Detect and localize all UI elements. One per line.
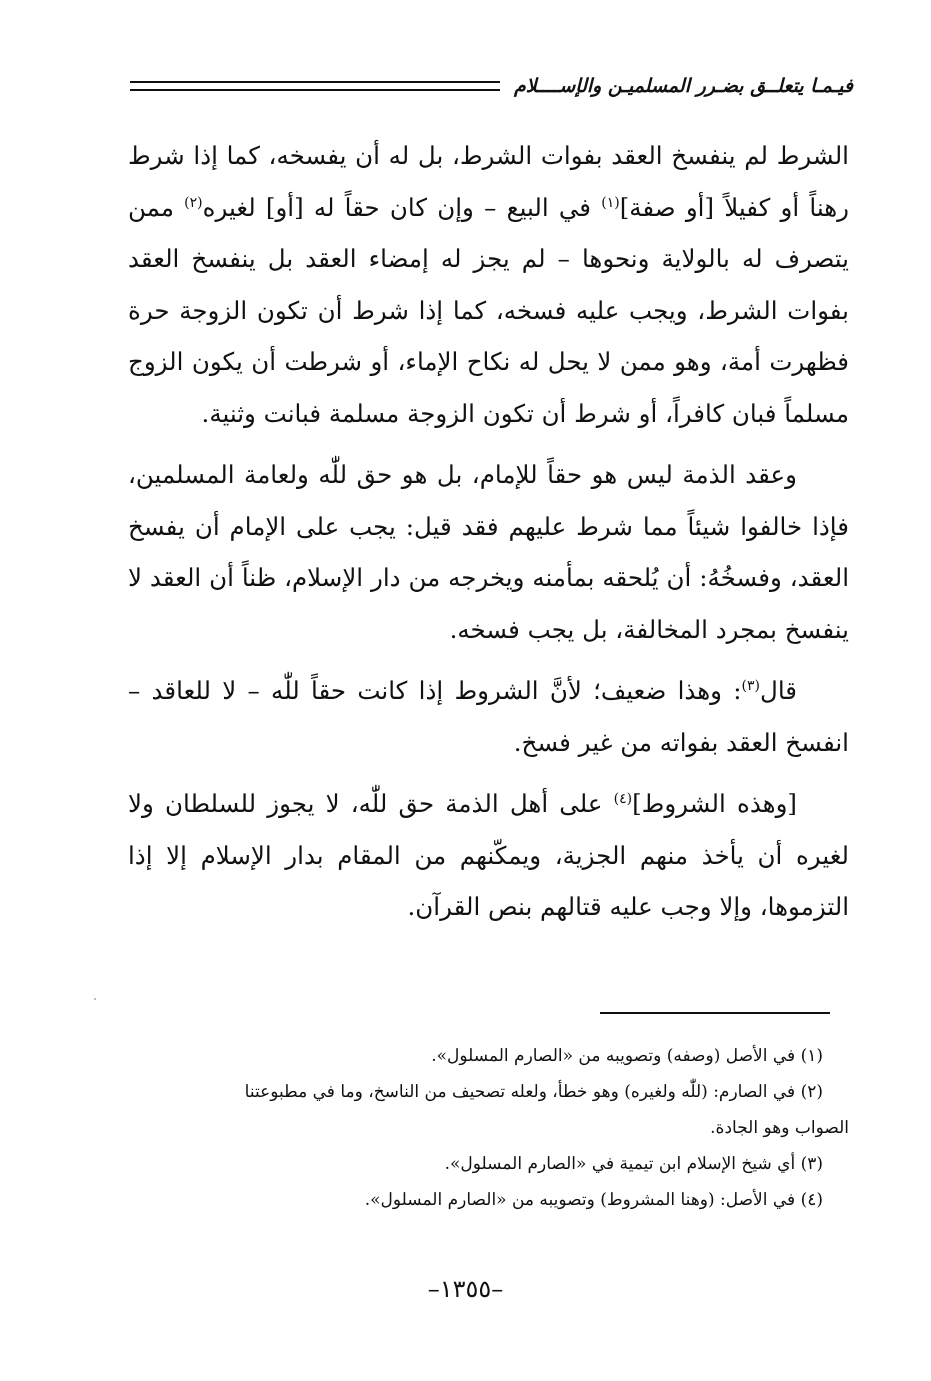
footnote-3: (٣) أي شيخ الإسلام ابن تيمية في «الصارم المسلول». — [444, 1154, 823, 1174]
paragraph-3 — [128, 665, 849, 768]
footnote-1: (١) في الأصل (وصفه) وتصويبه من «الصارم المسلول». — [431, 1046, 823, 1066]
paragraph-1-part-2: في البيع – وإن كان حقاً له [أو] لغيره — [202, 192, 602, 222]
footnotes — [130, 1038, 849, 1218]
paragraph-1 — [128, 130, 849, 439]
paragraph-4-part-2: على أهل الذمة حق للّٰه، لا يجوز للسلطان ولا لغيره أن يأخذ منهم الجزية، ويمكّنهم من المقام بدار الإسلام إلا إذا التزموها، وإلا وجب عليه قتالهم بنص القرآن. — [128, 789, 849, 921]
footnote-separator — [600, 1012, 830, 1014]
paragraph-1-part-1: الشرط لم ينفسخ العقد بفوات الشرط، بل له أن يفسخه، كما إذا شرط رهناً أو كفيلاً [أو صفة] — [128, 141, 850, 222]
paragraph-2 — [128, 449, 849, 655]
footnote-ref-1: (١) — [601, 194, 620, 211]
header-double-rule — [130, 81, 500, 91]
footnote-2-line-2: الصواب وهو الجادة. — [710, 1118, 849, 1138]
footnote-ref-4: (٤) — [613, 790, 633, 807]
footnote-2-line-1: (٢) في الصارم: (للّٰه ولغيره) وهو خطأ، ولعله تصحيف من الناسخ، وما في مطبوعتنا — [244, 1082, 823, 1102]
paragraph-3-part-1: قال — [760, 676, 797, 705]
paragraph-2-text: وعقد الذمة ليس هو حقاً للإمام، بل هو حق للّٰه ولعامة المسلمين، فإذا خالفوا شيئاً مما شرط عليهم فقد قيل: يجب على الإمام أن يفسخ العقد، وفسخُهُ: أن يُلحقه بمأمنه ويخرجه من دار الإسلام، ظناً أن العقد لا ينفسخ بمجرد المخالفة، بل يجب فسخه. — [128, 460, 849, 644]
paragraph-4 — [128, 778, 849, 933]
footnote-ref-2: (٢) — [184, 194, 203, 211]
running-header — [130, 68, 853, 104]
running-title: فيـمـا يتعلــق بضـرر المسلميـن والإســــلام — [514, 75, 853, 97]
paragraph-1-part-3: ممن يتصرف له بالولاية ونحوها – لم يجز له إمضاء العقد بل ينفسخ العقد بفوات الشرط، ويجب عليه فسخه، كما إذا شرط أن تكون الزوجة حرة فظهرت أمة، وهو ممن لا يحل له نكاح الإماء، أو شرطت أن يكون الزوج مسلماً فبان كافراً، أو شرط أن تكون الزوجة مسلمة فبانت وثنية. — [128, 192, 849, 428]
footnote-ref-3: (٣) — [741, 677, 761, 694]
main-text — [128, 130, 849, 943]
footnote-4: (٤) في الأصل: (وهنا المشروط) وتصويبه من «الصارم المسلول». — [364, 1190, 823, 1210]
paragraph-4-part-1: [وهذه الشروط] — [632, 789, 797, 818]
page-number: –١٣٥٥– — [427, 1275, 504, 1303]
margin-speck — [94, 998, 96, 1000]
paragraph-3-part-2: : وهذا ضعيف؛ لأنَّ الشروط إذا كانت حقاً للّٰه – لا للعاقد – انفسخ العقد بفواته من غير فسخ. — [128, 676, 849, 757]
